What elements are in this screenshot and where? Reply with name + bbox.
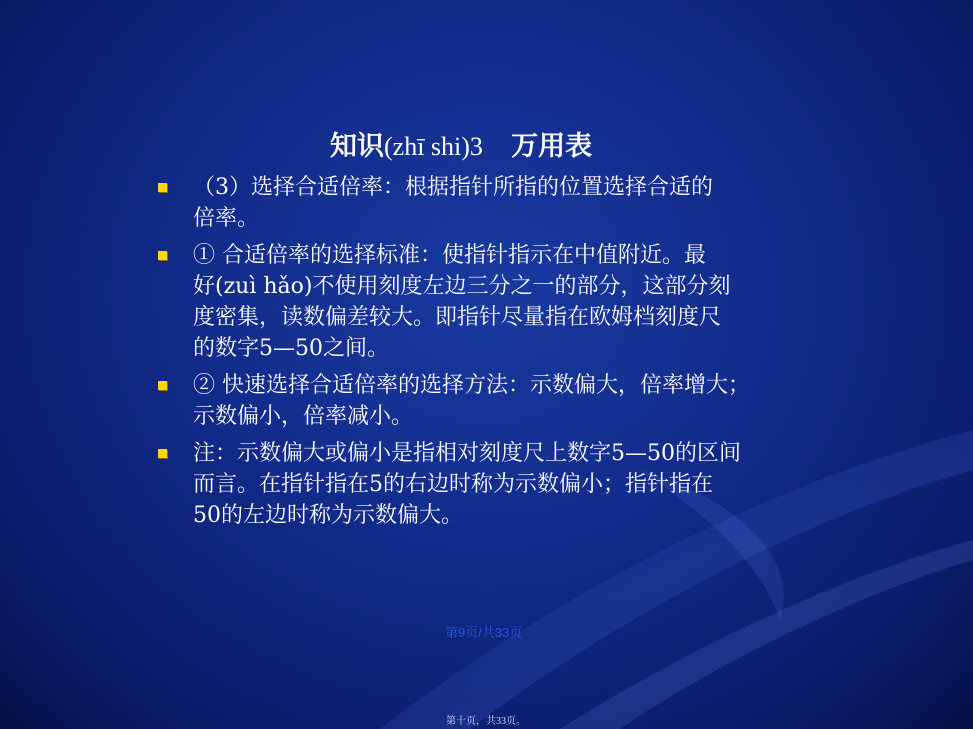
bullet-line: 好(zuì hǎo)不使用刻度左边三分之一的部分，这部分刻	[193, 274, 731, 299]
title-cn: 知识	[330, 131, 384, 162]
bullet-square-icon	[158, 183, 167, 192]
bullet-line: 而言。在指针指在5的右边时称为示数偏小；指针指在	[193, 472, 713, 497]
footer-page-note: 第十页，共33页。	[446, 716, 526, 727]
bullet-line: 度密集，读数偏差较大。即指针尽量指在欧姆档刻度尺	[193, 305, 722, 330]
slide-title	[330, 124, 592, 163]
title-topic: 万用表	[511, 131, 593, 162]
bullet-item	[155, 370, 835, 432]
bullet-line: ① 合适倍率的选择标准：使指针指示在中值附近。最	[193, 243, 706, 268]
bullet-list	[155, 172, 835, 537]
bullet-item	[155, 172, 835, 234]
bullet-square-icon	[158, 381, 167, 390]
bullet-item	[155, 240, 835, 364]
bullet-line: 倍率。	[193, 206, 260, 231]
bullet-line: 示数偏小，倍率减小。	[193, 404, 414, 429]
bullet-square-icon	[158, 251, 167, 260]
bullet-line: 50的左边时称为示数偏大。	[193, 503, 463, 528]
bullet-line: 的数字5—50之间。	[193, 336, 389, 361]
title-pinyin: (zhī shi)3	[384, 132, 483, 161]
bullet-line: （3）选择合适倍率：根据指针所指的位置选择合适的	[193, 175, 713, 200]
page-indicator: 第9页/共33页	[445, 625, 523, 640]
bullet-line: 注：示数偏大或偏小是指相对刻度尺上数字5—50的区间	[193, 441, 741, 466]
bullet-square-icon	[158, 449, 167, 458]
bullet-item	[155, 438, 835, 531]
bullet-line: ② 快速选择合适倍率的选择方法：示数偏大，倍率增大；	[193, 373, 750, 398]
